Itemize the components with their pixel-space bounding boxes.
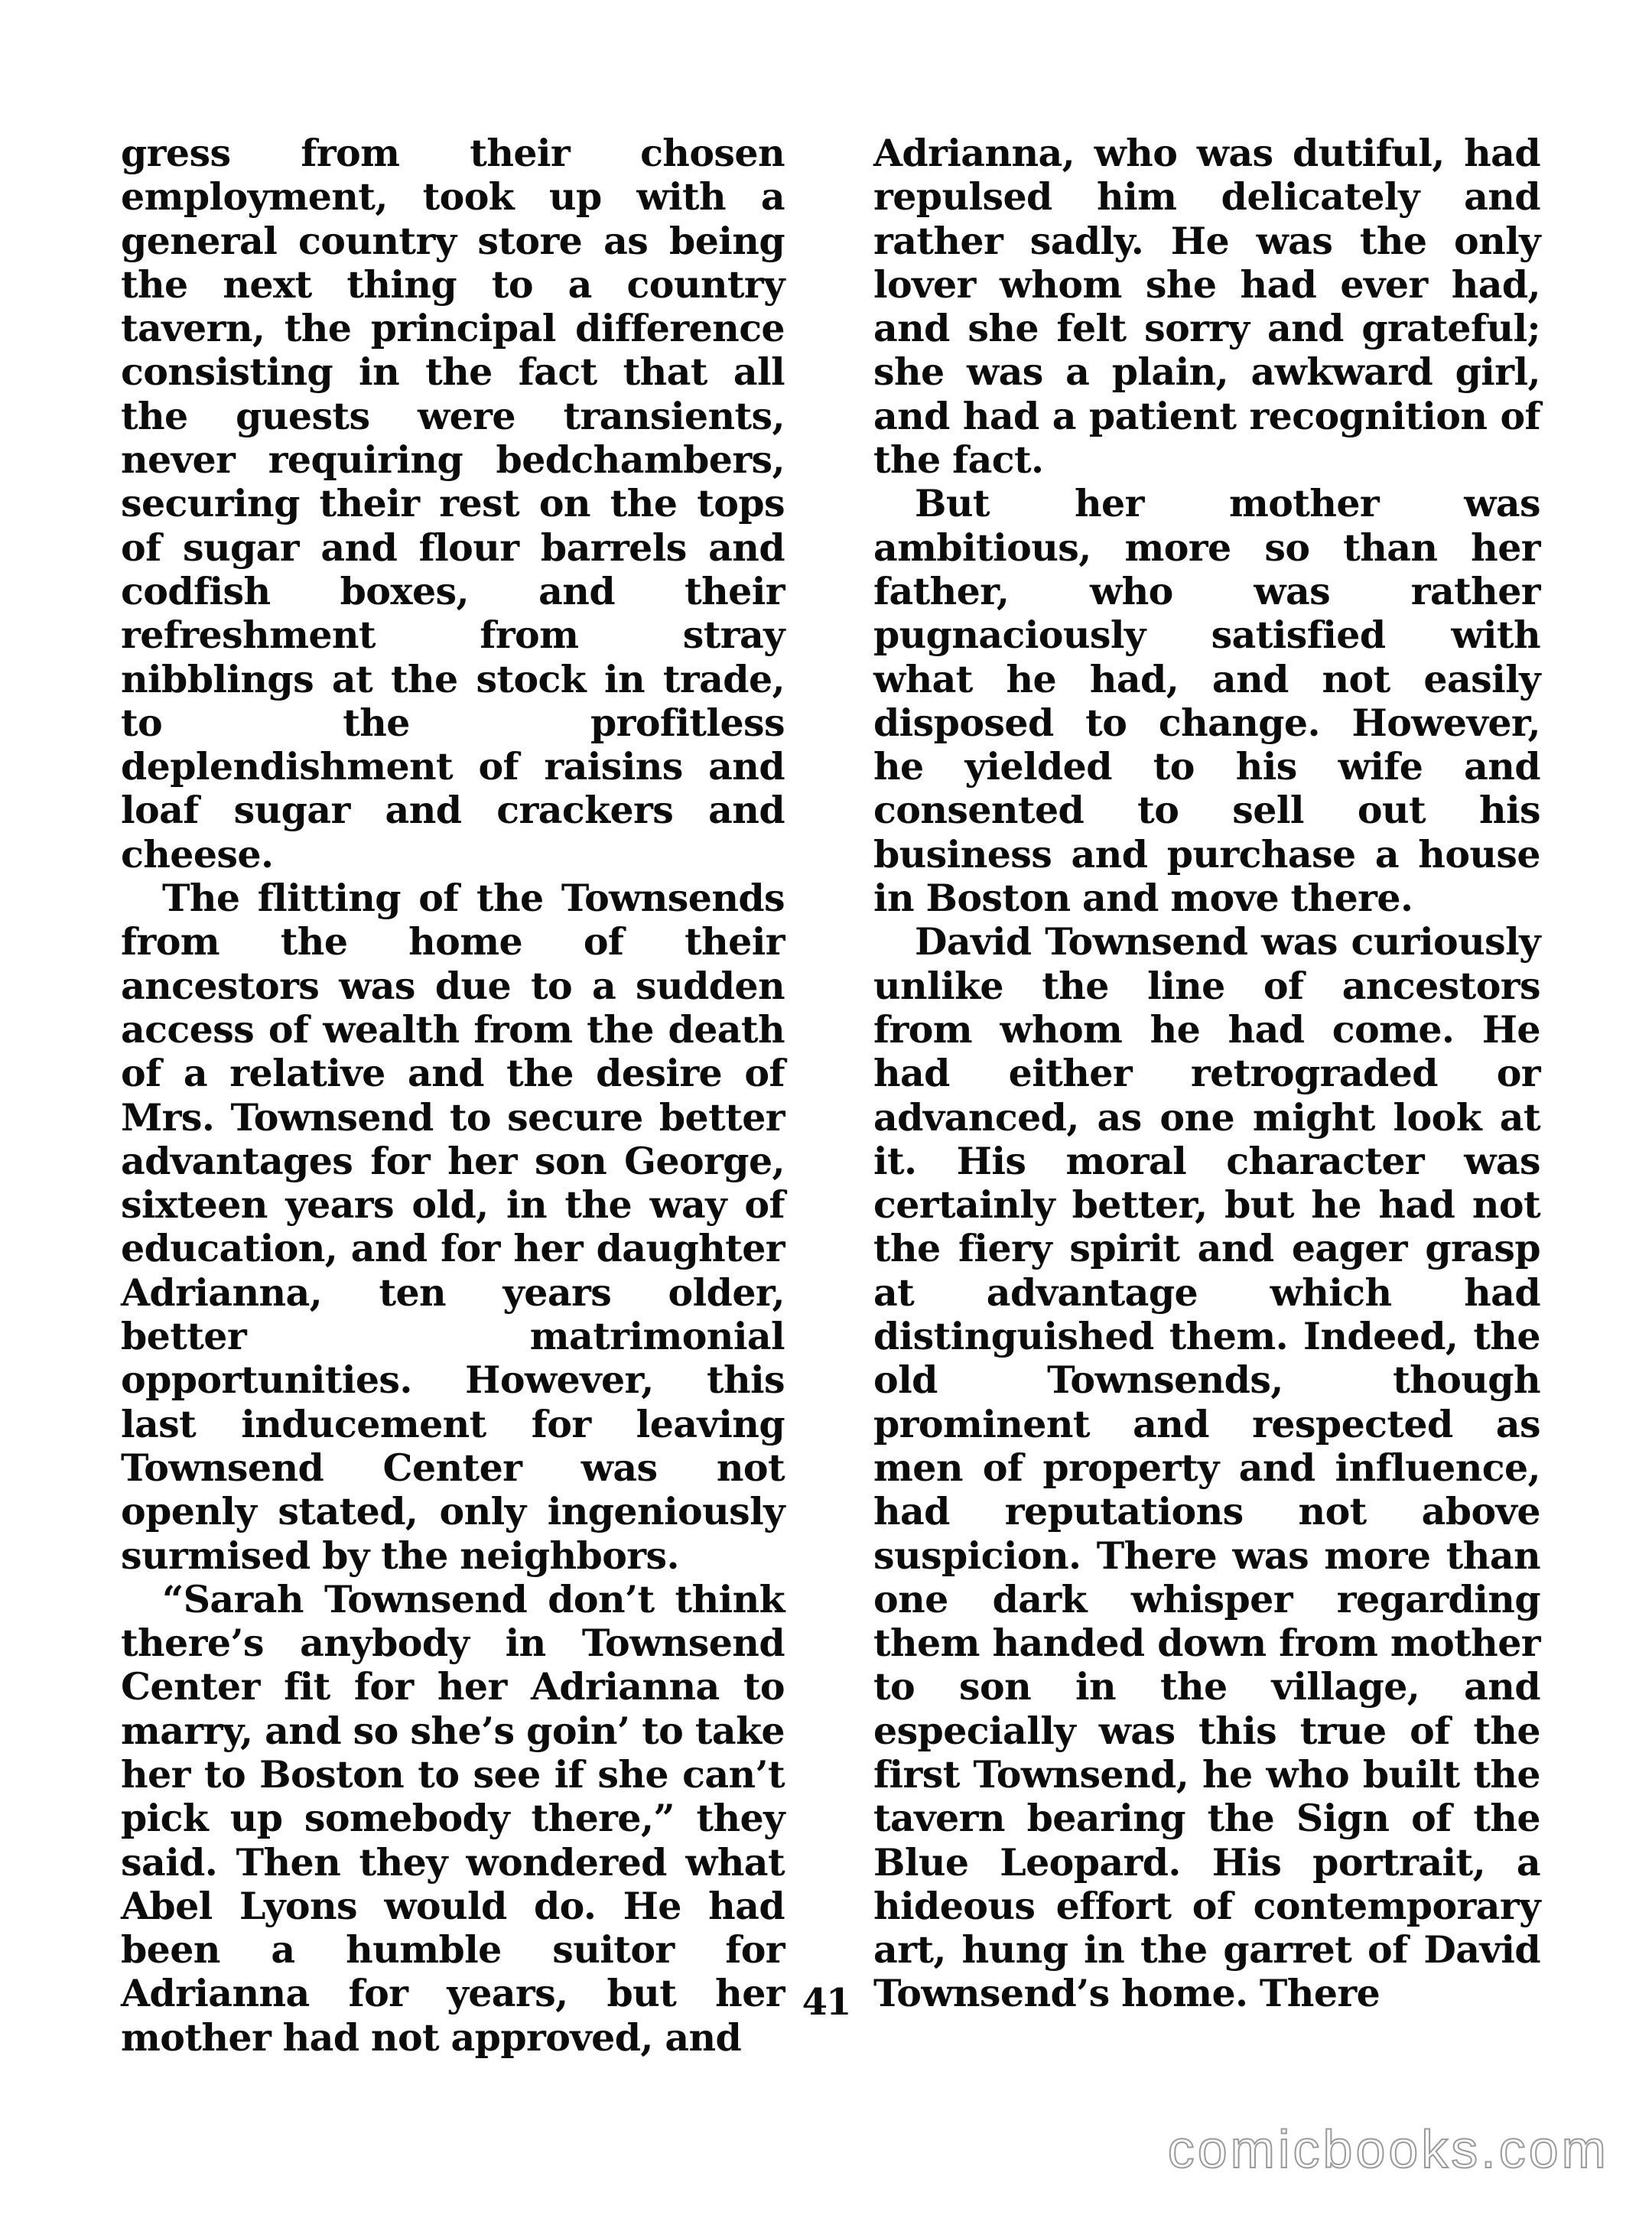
- paragraph: Adrianna, who was dutiful, had repulsed him delicately and rather sadly. He was the only lover whom she had ever had, and she felt sorry and grateful; she was a plain, awkward girl, and had a patient recognition of the fact.: [873, 131, 1540, 483]
- right-text-column: [873, 132, 1540, 2016]
- paragraph: But her mother was ambitious, more so than her father, who was rather pugnaciously satisfied with what he had, and not easily disposed to change. However, he yielded to his wife and consented to sell out his business and purchase a house in Boston and move there.: [873, 481, 1540, 921]
- paragraph: gress from their chosen employment, took up with a general country store as being the next thing to a country tavern, the principal difference consisting in the fact that all the guests were transients, never requiring bedchambers, securing their rest on the tops of sugar and flour barrels and codfish boxes, and their refreshment from stray nibblings at the stock in trade, to the profitless deplendishment of raisins and loaf sugar and crackers and cheese.: [121, 131, 785, 876]
- left-text-column: [121, 132, 785, 2060]
- paragraph: “Sarah Townsend don’t think there’s anybody in Townsend Center fit for her Adrianna to marry, and so she’s goin’ to take her to Boston to see if she can’t pick up somebody there,” they said. Then they wondered what Abel Lyons would do. He had been a humble suitor for Adrianna for years, but her mother had not approved, and: [121, 1576, 785, 2060]
- page-number: 41: [802, 1981, 850, 2024]
- paragraph: David Townsend was curiously unlike the line of ancestors from whom he had come. He had either retrograded or advanced, as one might look at it. His moral character was certainly better, but he had not the fiery spirit and eager grasp at advantage which had distinguished them. Indeed, the old Townsends, though prominent and respected as men of property and influence, had reputations not above suspicion. There was more than one dark whisper regarding them handed down from mother to son in the village, and especially was this true of the first Townsend, he who built the tavern bearing the Sign of the Blue Leopard. His portrait, a hideous effort of contemporary art, hung in the garret of David Townsend’s home. There: [873, 919, 1540, 2016]
- watermark: comicbooks.com: [1167, 2119, 1609, 2179]
- paragraph: The flitting of the Townsends from the home of their ancestors was due to a sudden access of wealth from the death of a relative and the desire of Mrs. Townsend to secure better advantages for her son George, sixteen years old, in the way of education, and for her daughter Adrianna, ten years older, better matrimonial opportunities. However, this last inducement for leaving Townsend Center was not openly stated, only ingeniously surmised by the neighbors.: [121, 876, 785, 1578]
